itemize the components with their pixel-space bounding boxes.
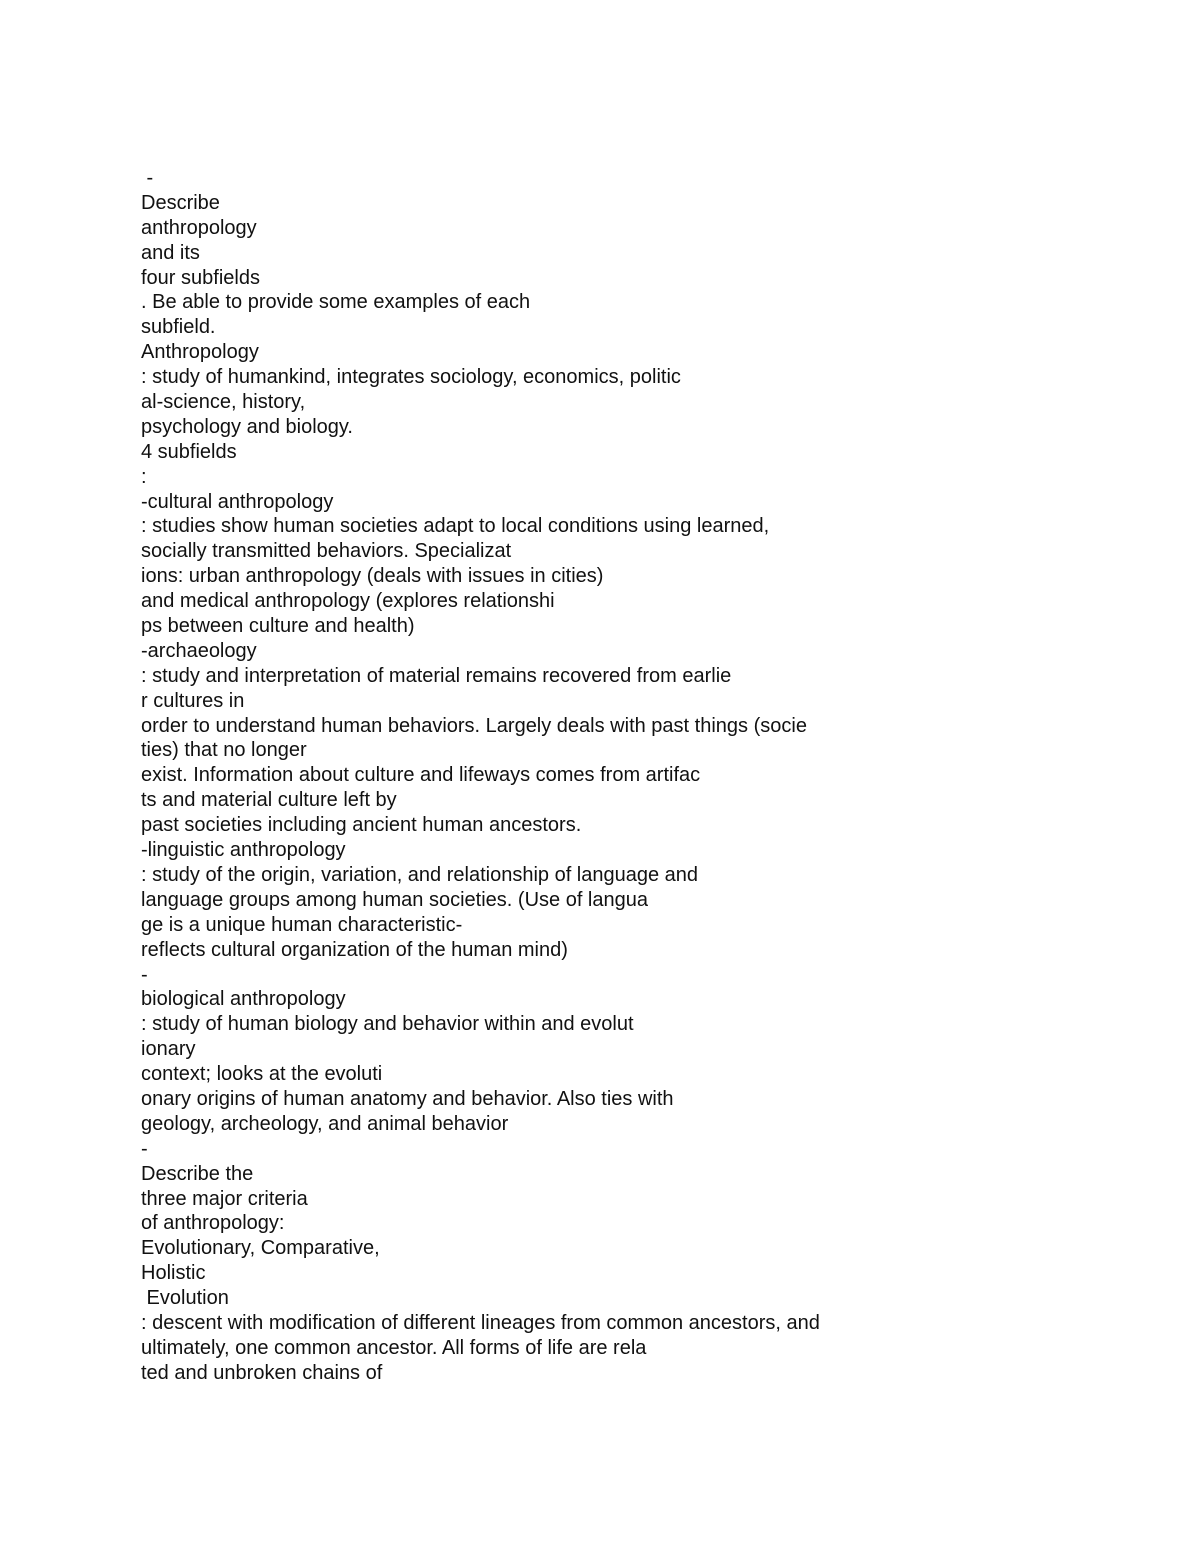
text-line: -cultural anthropology [141,490,334,513]
text-line: ultimately, one common ancestor. All forms of life are rela [141,1336,647,1359]
text-line: biological anthropology [141,988,346,1011]
text-line: ties) that no longer [141,739,307,762]
text-line: ge is a unique human characteristic- [141,913,463,936]
text-line: socially transmitted behaviors. Specializat [141,540,512,563]
text-line: . Be able to provide some examples of each [141,291,531,314]
text-line: three major criteria [141,1187,308,1210]
text-line: anthropology [141,216,257,239]
text-line: r cultures in [141,689,245,712]
text-line: -linguistic anthropology [141,839,346,862]
text-line: Evolutionary, Comparative, [141,1237,380,1260]
text-line: onary origins of human anatomy and behavior. Also ties with [141,1087,674,1110]
text-line: al-science, history, [141,391,306,414]
text-line: : studies show human societies adapt to local conditions using learned, [141,515,770,538]
text-line: order to understand human behaviors. Largely deals with past things (socie [141,714,807,737]
text-line: Describe the [141,1162,254,1185]
text-line: and medical anthropology (explores relationshi [141,590,555,613]
text-line: of anthropology: [141,1212,285,1235]
text-line: ted and unbroken chains of [141,1361,383,1384]
text-line: Holistic [141,1262,206,1285]
text-line: psychology and biology. [141,415,353,438]
text-line: : study and interpretation of material remains recovered from earlie [141,664,732,687]
text-line: four subfields [141,266,260,289]
text-line: context; looks at the evoluti [141,1063,383,1086]
text-line: ts and material culture left by [141,789,397,812]
text-line: - [141,963,148,986]
text-line: geology, archeology, and animal behavior [141,1112,509,1135]
text-line: Anthropology [141,341,259,364]
text-line: Describe [141,191,220,214]
text-line: - [141,167,154,189]
text-line: - [141,1137,148,1160]
text-line: ionary [141,1038,196,1061]
text-line: language groups among human societies. (Use of langua [141,888,648,911]
document-body [141,166,1141,1386]
text-line: subfield. [141,316,216,339]
text-line: : [141,465,147,488]
text-line: : descent with modification of different lineages from common ancestors, and [141,1311,820,1334]
text-line: exist. Information about culture and lifeways comes from artifac [141,764,701,787]
text-line: and its [141,241,200,264]
text-line: : study of human biology and behavior within and evolut [141,1013,634,1036]
text-line: Evolution [141,1287,229,1310]
text-line: : study of humankind, integrates sociology, economics, politic [141,366,681,389]
text-line: : study of the origin, variation, and relationship of language and [141,863,699,886]
text-line: 4 subfields [141,440,237,463]
text-line: past societies including ancient human ancestors. [141,814,582,837]
text-line: reflects cultural organization of the human mind) [141,938,568,961]
text-line: ps between culture and health) [141,615,415,638]
text-line: -archaeology [141,639,257,662]
text-line: ions: urban anthropology (deals with issues in cities) [141,565,604,588]
